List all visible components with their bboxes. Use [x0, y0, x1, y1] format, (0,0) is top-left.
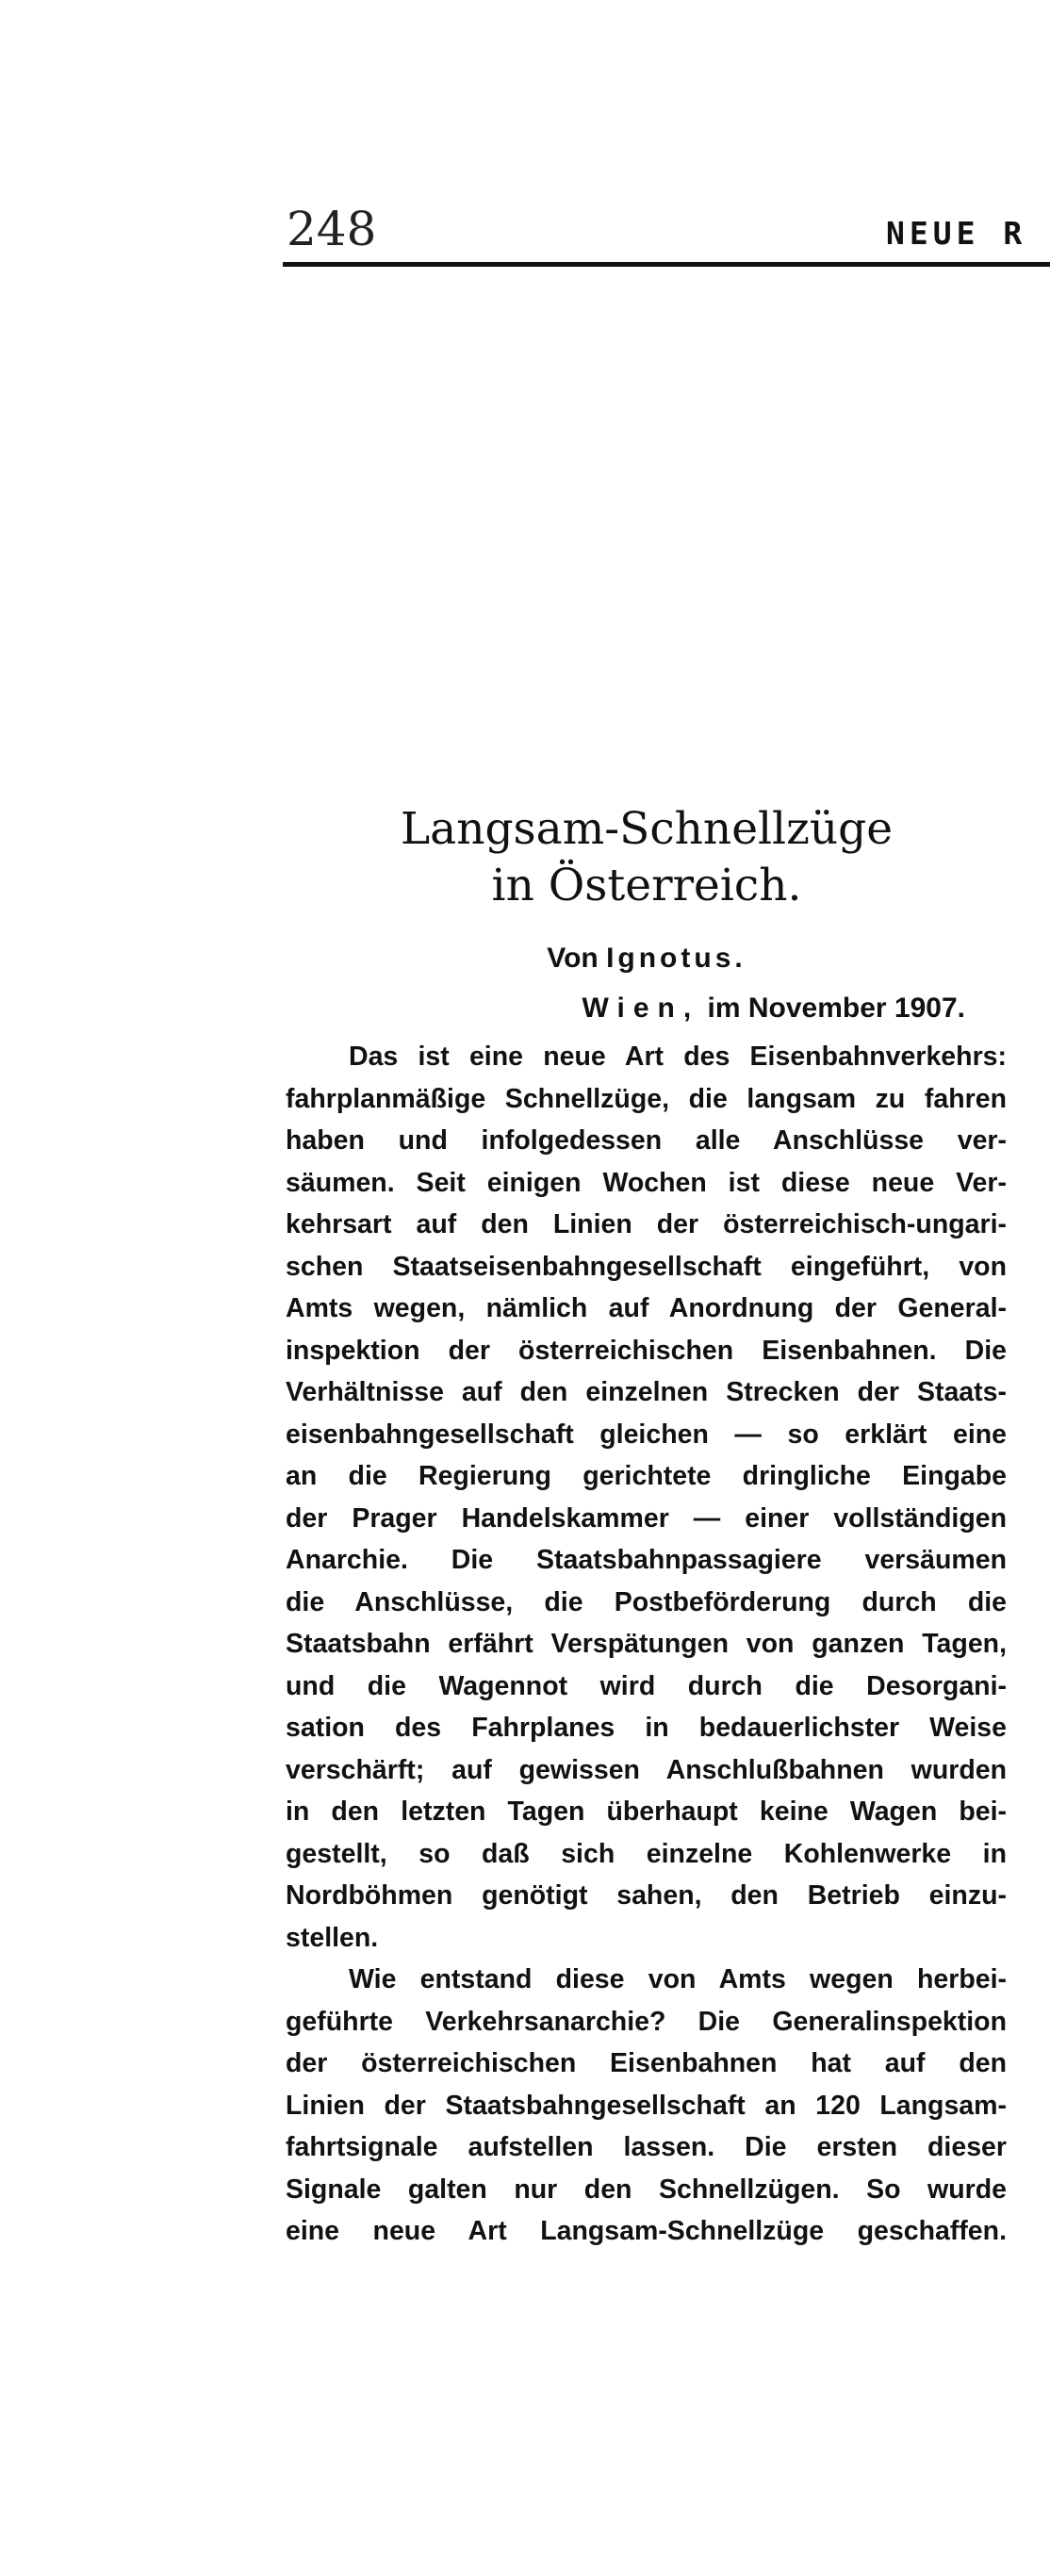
paragraph — [286, 1036, 1007, 1959]
dateline-date: im November 1907. — [707, 993, 965, 1024]
article-title — [283, 801, 1010, 914]
paragraph-line: geführte Verkehrsanarchie? Die Generalinspektion — [286, 2006, 1007, 2037]
paragraph-line: inspektion der österreichischen Eisenbahnen. Die — [286, 1335, 1007, 1366]
paragraph-line: Anarchie. Die Staatsbahnpassagiere versäumen — [286, 1545, 1007, 1575]
header-rule — [283, 262, 1050, 267]
byline — [283, 943, 1010, 975]
paragraph-line: fahrtsignale aufstellen lassen. Die ersten dieser — [286, 2132, 1007, 2162]
paragraph-line: kehrsart auf den Linien der österreichisch-ungari- — [286, 1209, 1007, 1239]
paragraph-line: Linien der Staatsbahngesellschaft an 120 Langsam- — [286, 2090, 1007, 2121]
paragraph-line: eine neue Art Langsam-Schnellzüge geschaffen. — [286, 2216, 1007, 2246]
paragraph-line: säumen. Seit einigen Wochen ist diese neue Ver- — [286, 1167, 1007, 1198]
paragraph-line: Das ist eine neue Art des Eisenbahnverkehrs: — [349, 1042, 1007, 1072]
dateline — [582, 993, 965, 1025]
paragraph-line: gestellt, so daß sich einzelne Kohlenwerke in — [286, 1838, 1007, 1869]
paragraph-line: verschärft; auf gewissen Anschlußbahnen wurden — [286, 1754, 1007, 1785]
paragraph-line: schen Staatseisenbahngesellschaft eingeführt, von — [286, 1251, 1007, 1282]
page-number: 248 — [287, 202, 377, 256]
paragraph-line: fahrplanmäßige Schnellzüge, die langsam zu fahren — [286, 1083, 1007, 1114]
paragraph-line: Nordböhmen genötigt sahen, den Betrieb einzu- — [286, 1880, 1007, 1911]
article-body — [286, 1036, 1007, 2253]
byline-prefix: Von — [547, 943, 599, 974]
paragraph-line: der Prager Handelskammer — einer vollständigen — [286, 1502, 1007, 1534]
paragraph-line: Verhältnisse auf den einzelnen Strecken der Staats- — [286, 1377, 1007, 1407]
paragraph-line: haben und infolgedessen alle Anschlüsse ver- — [286, 1125, 1007, 1156]
paragraph-line: an die Regierung gerichtete dringliche Eingabe — [286, 1461, 1007, 1491]
paragraph-line: Staatsbahn erfährt Verspätungen von ganzen Tagen, — [286, 1629, 1007, 1659]
paragraph-line: Signale galten nur den Schnellzügen. So wurde — [286, 2174, 1007, 2205]
paragraph-line: Wie entstand diese von Amts wegen herbei- — [349, 1964, 1007, 1994]
title-line-2: in Österreich. — [491, 860, 802, 911]
paragraph-line: der österreichischen Eisenbahnen hat auf den — [286, 2048, 1007, 2078]
paragraph-line: sation des Fahrplanes in bedauerlichster Weise — [286, 1713, 1007, 1743]
paragraph-line: in den letzten Tagen überhaupt keine Wagen bei- — [286, 1797, 1007, 1827]
paragraph-line: eisenbahngesellschaft gleichen — so erklärt eine — [286, 1419, 1007, 1450]
running-head: NEUE R — [886, 215, 1027, 252]
paragraph-line: stellen. — [286, 1922, 379, 1953]
paragraph-line: und die Wagennot wird durch die Desorgani- — [286, 1670, 1007, 1701]
byline-author: Ignotus. — [606, 943, 746, 974]
paragraph-line: die Anschlüsse, die Postbeförderung durch die — [286, 1586, 1007, 1617]
title-line-1: Langsam-Schnellzüge — [400, 803, 894, 855]
paragraph-line: Amts wegen, nämlich auf Anordnung der General- — [286, 1293, 1007, 1323]
paragraph — [286, 1959, 1007, 2253]
dateline-city: Wien, — [582, 993, 700, 1024]
